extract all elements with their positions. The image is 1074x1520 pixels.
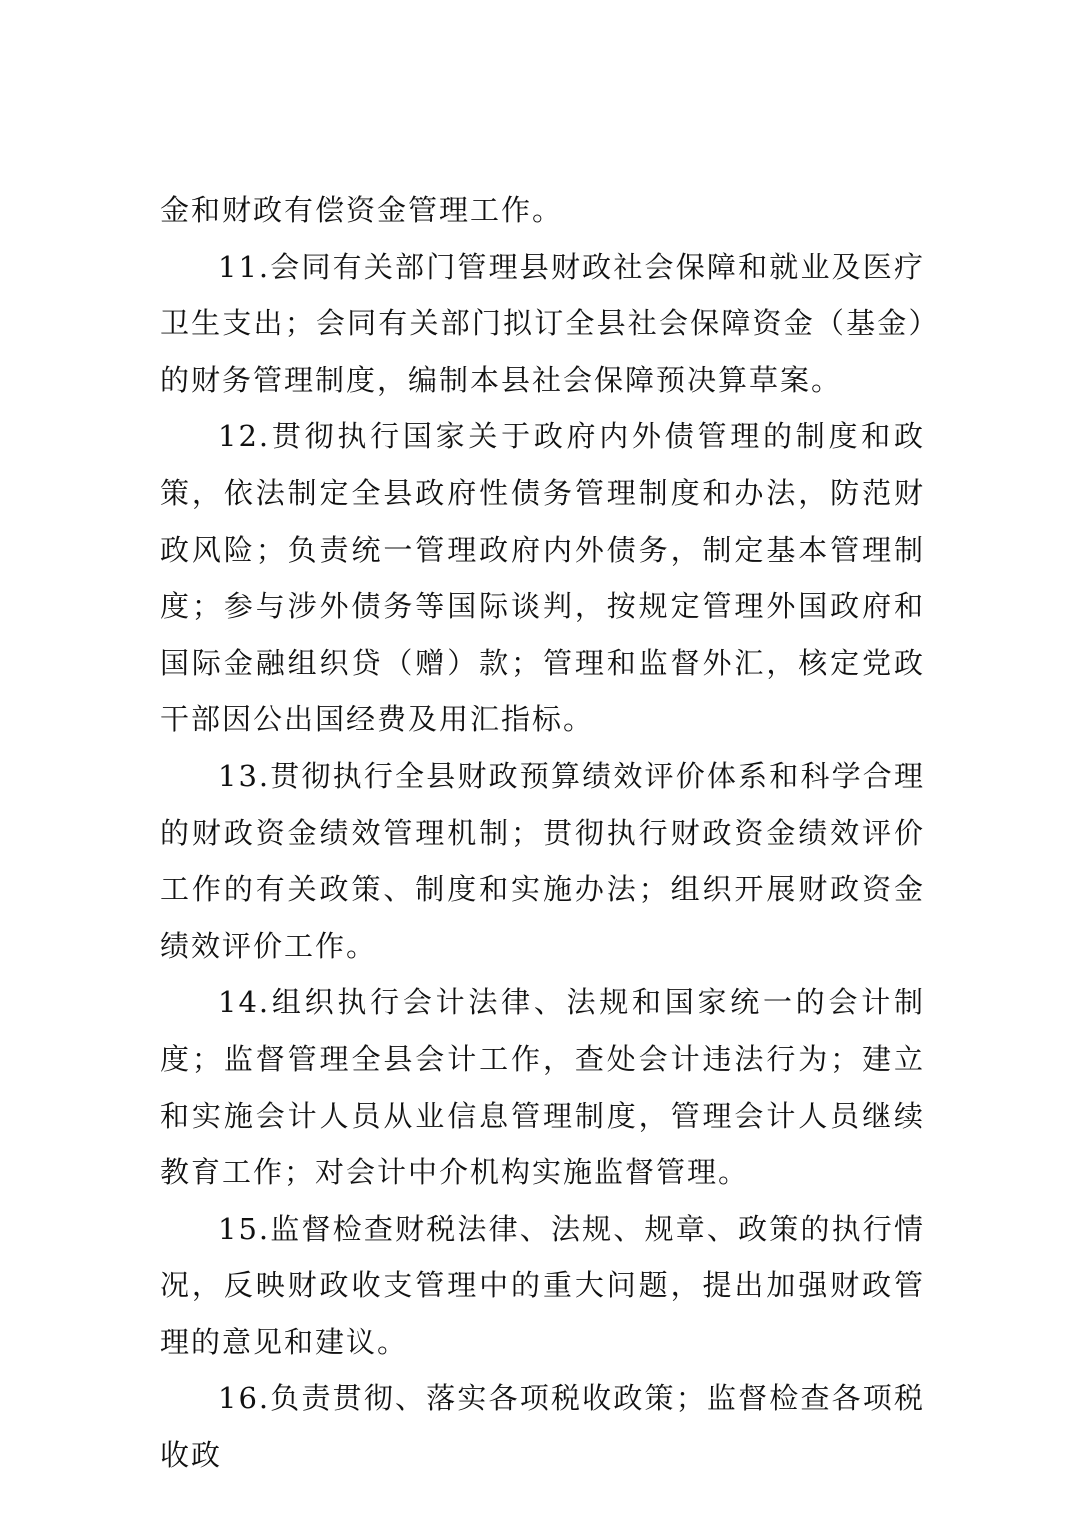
paragraph-13: 13.贯彻执行全县财政预算绩效评价体系和科学合理的财政资金绩效管理机制；贯彻执行财政资金绩效评价工作的有关政策、制度和实施办法；组织开展财政资金绩效评价工作。 [160, 758, 925, 963]
paragraph-14: 14.组织执行会计法律、法规和国家统一的会计制度；监督管理全县会计工作，查处会计违法行为；建立和实施会计人员从业信息管理制度，管理会计人员继续教育工作；对会计中介机构实施监督管理。 [160, 985, 925, 1190]
paragraph-16: 16.负责贯彻、落实各项税收政策；监督检查各项税收政 [160, 1381, 925, 1473]
paragraph-15: 15.监督检查财税法律、法规、规章、政策的执行情况，反映财政收支管理中的重大问题，提出加强财政管理的意见和建议。 [160, 1211, 925, 1359]
paragraph-12: 12.贯彻执行国家关于政府内外债管理的制度和政策，依法制定全县政府性债务管理制度和办法，防范财政风险；负责统一管理政府内外债务，制定基本管理制度；参与涉外债务等国际谈判，按规定管理外国政府和国际金融组织贷（赠）款；管理和监督外汇，核定党政干部因公出国经费及用汇指标。 [160, 419, 925, 737]
paragraph-11: 11.会同有关部门管理县财政社会保障和就业及医疗卫生支出；会同有关部门拟订全县社会保障资金（基金）的财务管理制度，编制本县社会保障预决算草案。 [160, 249, 925, 397]
body-text [160, 182, 925, 1484]
paragraph-10-continuation: 金和财政有偿资金管理工作。 [160, 193, 564, 227]
